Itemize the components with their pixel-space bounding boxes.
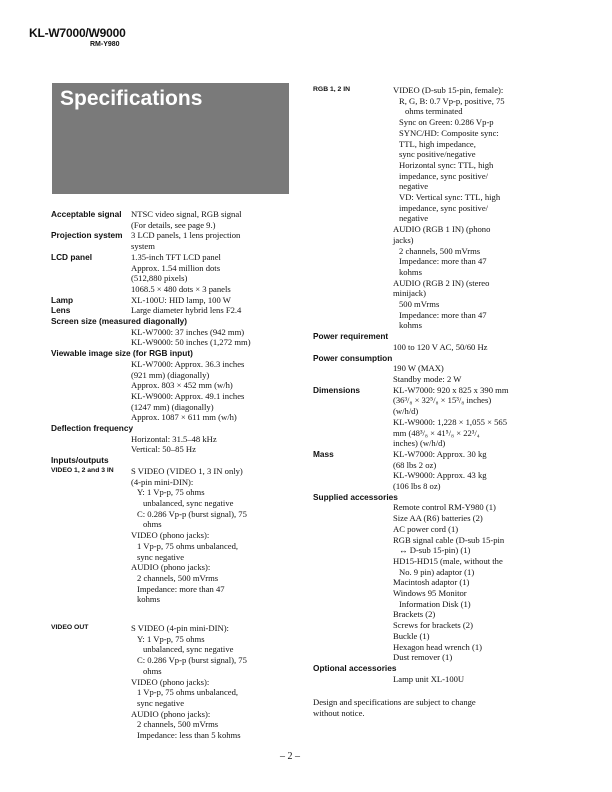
spec-line: Y: 1 Vp-p, 75 ohms: [137, 487, 205, 498]
spec-label: Lamp: [51, 294, 74, 305]
spec-line: unbalanced, sync negative: [143, 644, 234, 655]
spec-line: (36³/₈ × 32⁵/₈ × 15³/₈ inches): [393, 395, 492, 406]
spec-line: Size AA (R6) batteries (2): [393, 513, 483, 524]
spec-rgb-in: [313, 85, 557, 331]
spec-value: [393, 502, 557, 663]
spec-viewable-size: [51, 359, 291, 423]
spec-line: AUDIO (RGB 2 IN) (stereo: [393, 277, 490, 288]
spec-line: KL-W9000: Approx. 49.1 inches: [131, 390, 245, 401]
spec-value: [131, 209, 291, 230]
section-heading: Viewable image size (for RGB input): [51, 348, 193, 359]
spec-line: 2 channels, 500 mVrms: [137, 719, 219, 730]
spec-label: Acceptable signal: [51, 209, 122, 219]
spec-line: 1 Vp-p, 75 ohms unbalanced,: [137, 540, 239, 551]
spec-line: KL-W9000: 50 inches (1,272 mm): [131, 337, 251, 348]
spec-line: NTSC video signal, RGB signal: [131, 209, 242, 219]
spec-acceptable-signal: [51, 209, 291, 230]
spec-label: VIDEO 1, 2 and 3 IN: [51, 466, 114, 474]
spec-optional-accessories: [313, 674, 557, 685]
spec-line: kohms: [399, 320, 422, 331]
spec-line: Large diameter hybrid lens F2.4: [131, 305, 242, 316]
spec-line: KL-W9000: Approx. 43 kg: [393, 470, 487, 481]
spec-label: Projection system: [51, 230, 123, 241]
spec-line: Approx. 1087 × 611 mm (w/h): [131, 412, 237, 423]
spec-dimensions: [313, 385, 557, 449]
spec-line: Approx. 1.54 million dots: [131, 262, 221, 273]
spec-line: Impedance: more than 47: [399, 309, 487, 320]
spec-line: (For details, see page 9.): [131, 219, 216, 230]
spec-value: [131, 230, 291, 251]
spec-value: [393, 385, 557, 449]
spec-video-out: [51, 623, 291, 741]
spec-line: KL-W7000: 37 inches (942 mm): [131, 326, 245, 337]
spec-power-requirement: [313, 342, 557, 353]
spec-line: Lamp unit XL-100U: [393, 673, 465, 684]
spec-value: [393, 449, 557, 492]
spec-line: (921 mm) (diagonally): [131, 369, 210, 380]
spec-line: (512,880 pixels): [131, 273, 188, 284]
spec-line: 1 Vp-p, 75 ohms unbalanced,: [137, 687, 239, 698]
spec-line: Hexagon head wrench (1): [393, 641, 483, 652]
spec-line: 2 channels, 500 mVrms: [399, 245, 481, 256]
spec-line: mm (48³/₈ × 41⁵/₈ × 22³/₄: [393, 427, 480, 438]
spec-label: RGB 1, 2 IN: [313, 86, 351, 93]
spec-line: KL-W7000: 920 x 825 x 390 mm: [393, 384, 509, 395]
spec-line: 100 to 120 V AC, 50/60 Hz: [393, 341, 488, 352]
spec-line: (1247 mm) (diagonally): [131, 401, 214, 412]
spec-line: RGB signal cable (D-sub 15-pin: [393, 534, 505, 545]
spec-line: 1068.5 × 480 dots × 3 panels: [131, 283, 231, 294]
spec-line: (4-pin mini-DIN):: [131, 476, 194, 487]
spec-line: minijack): [393, 288, 426, 299]
spec-line: TTL, high impedance,: [399, 138, 476, 149]
spec-value: [393, 363, 557, 384]
spec-line: Brackets (2): [393, 609, 436, 620]
spec-line: VD: Vertical sync: TTL, high: [399, 192, 501, 203]
page-title: Specifications: [60, 87, 203, 110]
spec-line: Macintosh adaptor (1): [393, 577, 470, 588]
spec-line: AUDIO (RGB 1 IN) (phono: [393, 224, 491, 235]
spec-line: HD15-HD15 (male, without the: [393, 555, 503, 566]
spec-line: S VIDEO (VIDEO 1, 3 IN only): [131, 465, 243, 476]
section-heading: Deflection frequency: [51, 423, 134, 434]
spec-line: Information Disk (1): [399, 598, 471, 609]
spec-value: [131, 623, 291, 741]
section-heading: Supplied accessories: [313, 491, 398, 502]
spec-line: Y: 1 Vp-p, 75 ohms: [137, 633, 205, 644]
spec-label: Mass: [313, 448, 334, 459]
right-column: [313, 85, 557, 719]
spec-line: Horizontal: 31.5–48 kHz: [131, 433, 217, 444]
section-heading: Screen size (measured diagonally): [51, 316, 188, 327]
spec-line: No. 9 pin) adaptor (1): [399, 566, 475, 577]
spec-line: VIDEO (phono jacks):: [131, 530, 210, 541]
spec-screen-size: [51, 327, 291, 348]
spec-line: system: [131, 241, 155, 252]
spec-line: sync negative: [137, 697, 185, 708]
spec-line: Impedance: less than 5 kohms: [137, 730, 241, 741]
spec-label: LCD panel: [51, 251, 93, 262]
spec-value: [393, 85, 557, 331]
spec-line: KL-W9000: 1,228 × 1,055 × 565: [393, 416, 508, 427]
section-heading: Inputs/outputs: [51, 455, 109, 466]
spec-line: negative: [399, 181, 429, 192]
section-heading: Power requirement: [313, 331, 389, 342]
spec-line: (68 lbs 2 oz): [393, 459, 437, 470]
spec-line: KL-W7000: Approx. 36.3 inches: [131, 358, 245, 369]
spec-projection-system: [51, 230, 291, 251]
spec-value: [131, 327, 291, 348]
spec-line: 2 channels, 500 mVrms: [137, 572, 219, 583]
spec-line: Impedance: more than 47: [399, 256, 487, 267]
spec-video-in: [51, 466, 291, 605]
spec-line: Remote control RM-Y980 (1): [393, 502, 496, 513]
title-banner: [52, 83, 289, 194]
spec-line: jacks): [393, 234, 414, 245]
spec-line: AUDIO (phono jacks):: [131, 708, 211, 719]
spec-line: 500 mVrms: [399, 299, 440, 310]
spec-line: C: 0.286 Vp-p (burst signal), 75: [137, 655, 247, 666]
spec-value: [131, 466, 291, 605]
spec-line: 3 LCD panels, 1 lens projection: [131, 230, 241, 241]
spec-line: Screws for brackets (2): [393, 620, 473, 631]
spec-line: Windows 95 Monitor: [393, 588, 467, 599]
spec-line: VIDEO (D-sub 15-pin, female):: [393, 85, 504, 95]
spec-line: negative: [399, 213, 429, 224]
spec-value: [393, 674, 557, 685]
spec-value: [131, 252, 291, 295]
spec-line: S VIDEO (4-pin mini-DIN):: [131, 623, 229, 634]
spec-line: impedance, sync positive/: [399, 170, 489, 181]
spec-line: inches) (w/h/d): [393, 438, 446, 449]
spec-line: unbalanced, sync negative: [143, 497, 234, 508]
model-header: KL-W7000/W9000: [29, 26, 126, 40]
note-line: without notice.: [313, 708, 365, 719]
spec-line: (w/h/d): [393, 406, 419, 417]
section-heading: Power consumption: [313, 352, 393, 363]
spec-line: ohms: [143, 665, 162, 676]
spec-value: [131, 305, 291, 316]
spec-supplied-accessories: [313, 502, 557, 663]
spec-line: Horizontal sync: TTL, high: [399, 159, 494, 170]
spec-line: ohms: [143, 519, 162, 530]
note-line: Design and specifications are subject to change: [313, 697, 476, 708]
spec-line: kohms: [399, 266, 422, 277]
spec-lamp: [51, 295, 291, 306]
spec-line: R, G, B: 0.7 Vp-p, positive, 75: [399, 95, 505, 106]
spec-deflection: [51, 434, 291, 455]
spec-lens: [51, 305, 291, 316]
spec-line: XL-100U: HID lamp, 100 W: [131, 294, 231, 305]
spec-label: Lens: [51, 305, 71, 316]
remote-model: RM-Y980: [90, 41, 120, 48]
spec-line: Standby mode: 2 W: [393, 373, 462, 384]
spec-value: [131, 434, 291, 455]
spec-line: AC power cord (1): [393, 523, 459, 534]
spec-value: [131, 359, 291, 423]
spec-line: (106 lbs 8 oz): [393, 481, 441, 492]
spec-value: [131, 295, 291, 306]
spec-label: VIDEO OUT: [51, 624, 89, 632]
spec-line: AUDIO (phono jacks):: [131, 562, 211, 573]
spec-line: VIDEO (phono jacks):: [131, 676, 210, 687]
spec-line: Sync on Green: 0.286 Vp-p: [399, 117, 494, 128]
disclaimer-note: [313, 697, 557, 718]
spec-line: Dust remover (1): [393, 652, 453, 663]
spec-line: sync positive/negative: [399, 149, 476, 160]
section-heading: Optional accessories: [313, 662, 397, 673]
spec-line: SYNC/HD: Composite sync:: [399, 127, 499, 138]
spec-line: 190 W (MAX): [393, 363, 444, 374]
spec-line: C: 0.286 Vp-p (burst signal), 75: [137, 508, 247, 519]
spec-lcd-panel: [51, 252, 291, 295]
spec-line: ↔ D-sub 15-pin) (1): [399, 545, 471, 556]
left-column: [51, 209, 291, 741]
spec-line: Vertical: 50–85 Hz: [131, 444, 196, 455]
spec-line: sync negative: [137, 551, 185, 562]
spec-line: kohms: [137, 594, 160, 605]
spec-mass: [313, 449, 557, 492]
spec-line: Buckle (1): [393, 630, 430, 641]
spec-line: Impedance: more than 47: [137, 583, 225, 594]
spec-line: impedance, sync positive/: [399, 202, 489, 213]
page-number: – 2 –: [280, 751, 300, 762]
spec-line: Approx. 803 × 452 mm (w/h): [131, 380, 233, 391]
spec-power-consumption: [313, 363, 557, 384]
spec-line: ohms terminated: [405, 106, 463, 117]
spec-label: Dimensions: [313, 384, 361, 395]
spec-line: 1.35-inch TFT LCD panel: [131, 251, 221, 262]
spec-value: [393, 342, 557, 353]
spec-line: KL-W7000: Approx. 30 kg: [393, 448, 487, 459]
